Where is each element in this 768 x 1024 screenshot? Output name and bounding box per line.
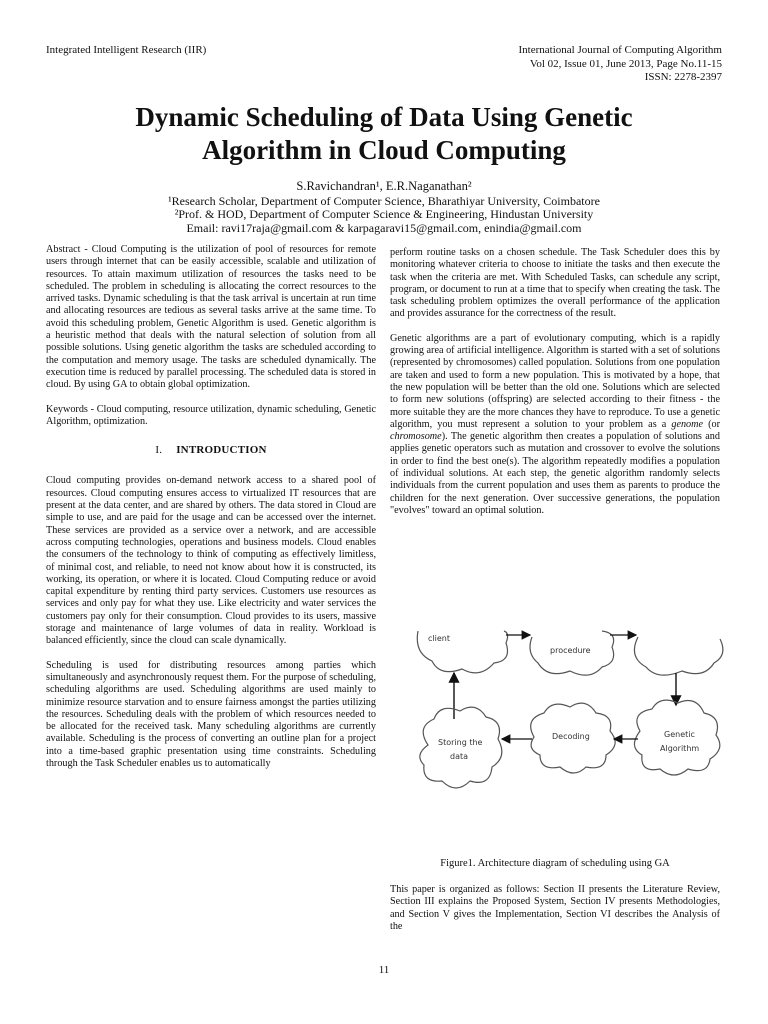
ga-text-b: ). The genetic algorithm then creates a population of solutions and applies genetic operators such as mutation and crossover to evolve the solutions in order to find the best one(s). The algorithm repeatedly modifies a population of individual solutions. At each step, the genetic algorithm randomly selects individuals from the current population and uses them as parents to produce the children for the next generation. Over successive generations, the population "evolves" toward an optimal solution. xyxy=(390,431,720,516)
abstract: Abstract - Cloud Computing is the utilization of pool of resources for remote users through internet that can be easily accessible, scalable and utilization of resources. To attain maximum utilization of resources the tasks need to be scheduled. The problem in scheduling is allocating the correct resources to the arrived tasks. Dynamic scheduling is that the task arrival is uncertain at run time and allocating resources are tedious as several tasks arrive at the same time. To avoid this scheduling problem, Genetic Algorithm is used. Genetic algorithm is a heuristic method that deals with the natural selection of solution from all possible solutions. Using genetic algorithm the tasks are scheduled according to the computation and memory usage. The tasks are scheduled dynamically. The execution time is reduced by parallel processing. The scheduled data is stored in cloud. By using GA to obtain global optimization. xyxy=(46,244,376,391)
right-column xyxy=(390,247,720,517)
top-right-cloud xyxy=(634,637,722,675)
ga-label-1: Genetic xyxy=(664,730,695,739)
paper-title xyxy=(40,101,728,167)
procedure-label: procedure xyxy=(550,646,591,655)
ga-text-or: (or xyxy=(703,418,720,430)
journal-publisher: Integrated Intelligent Research (IIR) xyxy=(46,44,207,56)
author-names: S.Ravichandran¹, E.R.Naganathan² xyxy=(296,179,472,193)
storing-label-2: data xyxy=(450,752,469,761)
figure-caption: Figure1. Architecture diagram of scheduling using GA xyxy=(440,858,670,869)
keywords: Keywords - Cloud computing, resource utilization, dynamic scheduling, Genetic Algorithm, optimization. xyxy=(46,403,376,427)
decoding-label: Decoding xyxy=(552,732,590,741)
journal-issn: ISSN: 2278-2397 xyxy=(644,71,722,83)
ga-text-a: Genetic algorithms are a part of evolutionary computing, which is a rapidly growing area of artificial intelligence. Algorithm is started with a set of solutions (represented by chromosomes) called population. Solutions from one population are taken and used to form a new population. This is motivated by a hope, that the new population will be better than the old one. Solutions which are selected to form new solutions (offspring) are selected according to their fitness - the more suitable they are the more chances they have to reproduce. To use a genetic algorithm, you must represent a solution to your problem as a xyxy=(390,332,720,430)
intro-paragraph-2: Scheduling is used for distributing resources among parties which simultaneously and asynchronously request them. For the purpose of scheduling, scheduling algorithms are used. Scheduling algorithms are used mainly to minimize resource starvation and to ensure fairness amongst the parties utilizing the resources. Scheduling deals with the problem of which resources needed to be allocated for the received task. Many scheduling algorithms are currently available. Scheduling is the process of converting an outline plan for a project into a time-based graphic presentation using time constraints. Scheduling through the Task Scheduler enables us to automatically xyxy=(46,659,376,769)
architecture-diagram xyxy=(414,627,726,842)
paper-title-line2: Algorithm in Cloud Computing xyxy=(202,135,566,165)
genome-term: genome xyxy=(671,418,704,430)
ga-label-2: Algorithm xyxy=(660,744,700,753)
affiliation-1: ¹Research Scholar, Department of Computer Science, Bharathiyar University, Coimbatore xyxy=(168,193,600,208)
section-title: INTRODUCTION xyxy=(176,444,267,457)
intro-paragraph-1: Cloud computing provides on-demand network access to a shared pool of resources. Cloud computing ensures access to virtualized IT resources that are present at the data center, and are shared by others. The data stored in Cloud are simple to use, and are paid for the usage and can be accessed over the internet. These services are provided as a service over a network, and are accessible across computing technologies, operations and business models. Cloud enables the consumers of the technology to think of computing as effectively limitless, of minimal cost, and reliable, to need not know about how it is constructed, its working, its operation, or where it is located. Cloud Computing reduce or avoid capital expenditure by renting third party services. Customers use resources as services and only pay for what they use. Like electricity and water services the customers pay only for their consumption. Cloud provides to its users, massive storage and maintenance of large volumes of data in reality. Workload is balanced efficiently, since the cloud can scale dynamically. xyxy=(46,475,376,647)
journal-volume: Vol 02, Issue 01, June 2013, Page No.11-15 xyxy=(529,57,722,70)
section-heading-introduction xyxy=(46,444,376,456)
left-column xyxy=(46,244,376,770)
author-block xyxy=(40,180,728,235)
right-paragraph-1: perform routine tasks on a chosen schedule. The Task Scheduler does this by monitoring whatever criteria to choose to initiate the tasks and then execute the task when the criteria are met. With Scheduled Tasks, can schedule any script, program, or document to run at a time that to specify when creating the task. The task scheduling problem optimizes the overall performance of the application and provides assurance for the correctness of the result. xyxy=(390,247,720,320)
organization-paragraph: This paper is organized as follows: Section II presents the Literature Review, Section III explains the Proposed System, Section IV presents Methodologies, and Section V gives the Implementation, Section VI describes the Analysis of the xyxy=(390,884,720,932)
right-paragraph-2 xyxy=(390,333,720,517)
journal-info xyxy=(422,44,722,85)
affiliation-2: ²Prof. & HOD, Department of Computer Science & Engineering, Hindustan University xyxy=(174,207,594,221)
author-emails: Email: ravi17raja@gmail.com & karpagaravi15@gmail.com, enindia@gmail.com xyxy=(186,220,582,235)
chromosome-term: chromosome xyxy=(390,431,442,443)
architecture-diagram-svg xyxy=(414,627,726,842)
storing-label-1: Storing the xyxy=(438,738,483,747)
client-label: client xyxy=(428,634,450,643)
section-number: I. xyxy=(155,444,163,457)
journal-name: International Journal of Computing Algorithm xyxy=(518,44,722,56)
paper-title-line1: Dynamic Scheduling of Data Using Genetic xyxy=(135,102,633,132)
page-number: 11 xyxy=(378,964,390,976)
storing-cloud xyxy=(420,707,502,788)
